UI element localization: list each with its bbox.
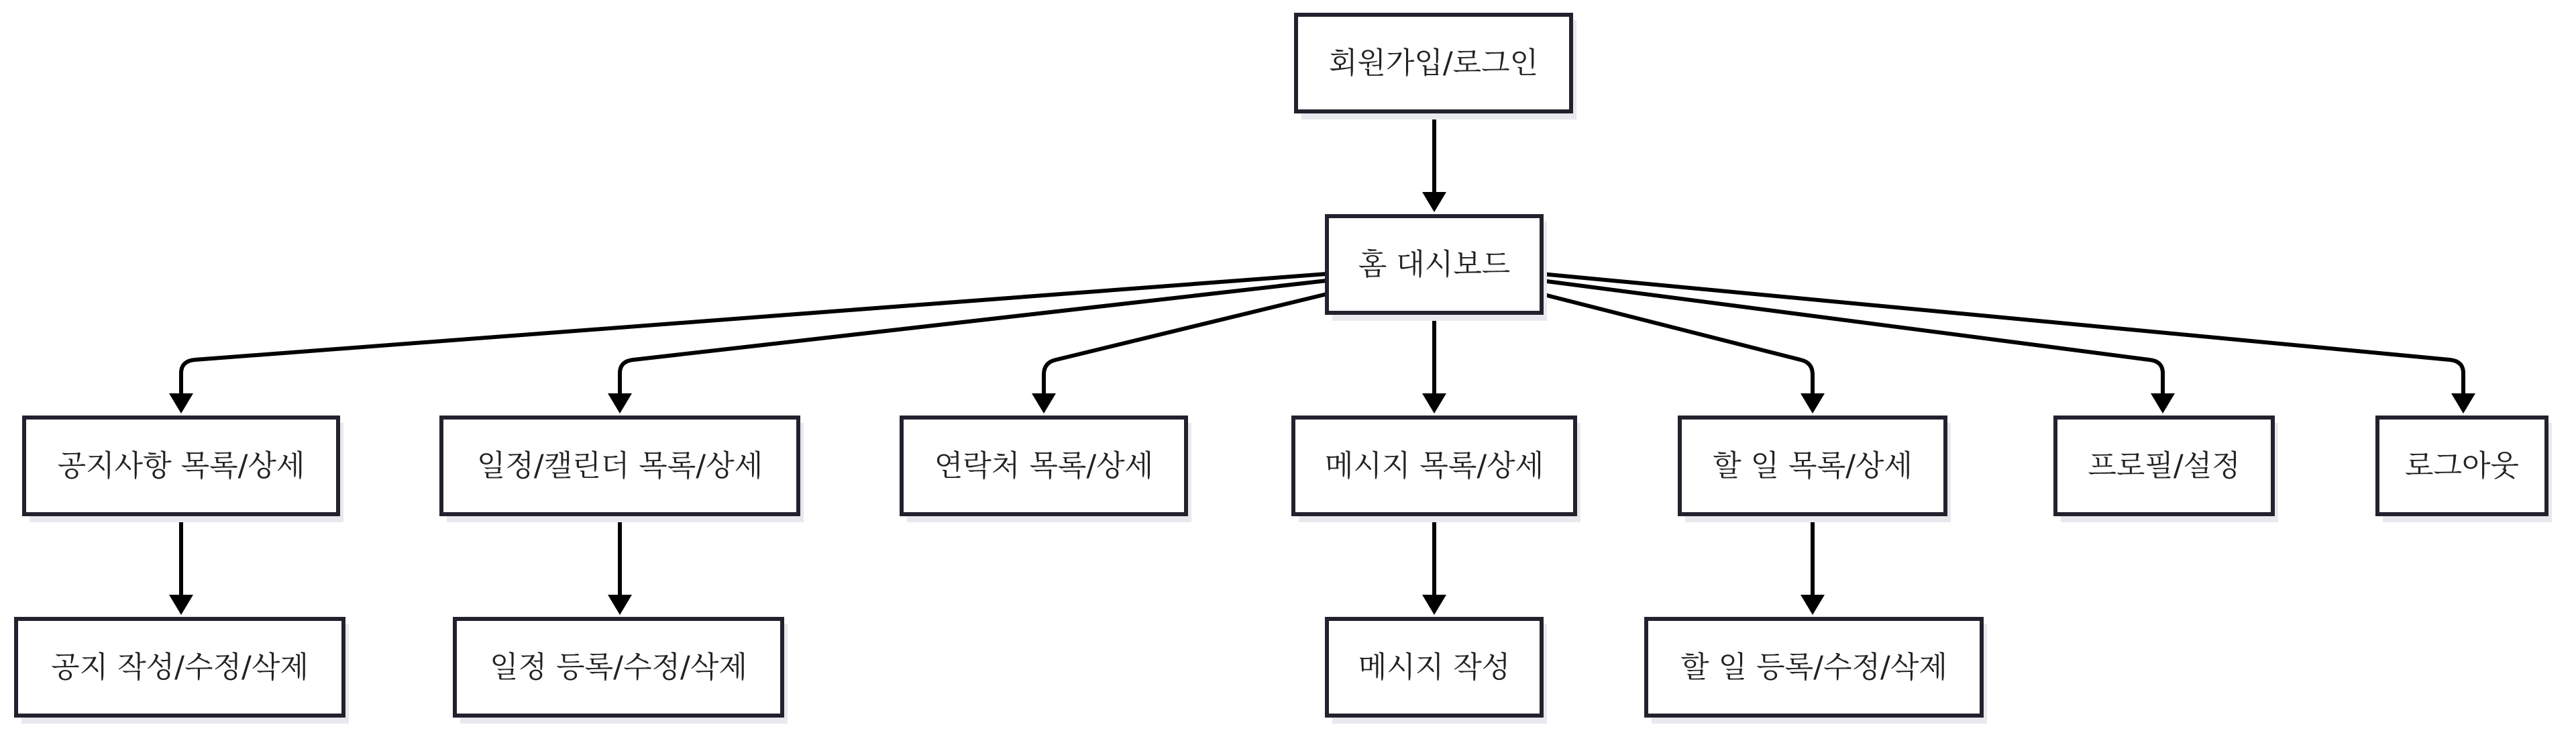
node-logout <box>2377 418 2552 522</box>
edge-home-schedule-list <box>620 281 1327 395</box>
node-profile <box>2055 418 2278 522</box>
node-schedule-list-label: 일정/캘린더 목록/상세 <box>476 448 763 483</box>
node-login-label: 회원가입/로그인 <box>1328 46 1539 81</box>
edges <box>169 111 2475 615</box>
node-todo-write <box>1646 619 1987 724</box>
node-todo-write-label: 할 일 등록/수정/삭제 <box>1680 650 1947 685</box>
node-message-list-label: 메시지 목록/상세 <box>1324 448 1544 483</box>
nodes <box>16 15 2552 724</box>
node-schedule-write <box>455 619 788 724</box>
arrowhead <box>608 595 632 615</box>
arrowhead <box>1801 393 1825 413</box>
node-home <box>1327 216 1547 321</box>
arrowhead <box>169 595 193 615</box>
node-contact-list <box>902 418 1191 522</box>
arrowhead <box>2451 393 2475 413</box>
node-contact-list-label: 연락처 목록/상세 <box>934 448 1154 483</box>
node-logout-label: 로그아웃 <box>2404 448 2520 483</box>
node-login <box>1296 15 1576 119</box>
node-todo-list <box>1680 418 1951 522</box>
arrowhead <box>169 393 193 413</box>
node-profile-label: 프로필/설정 <box>2088 448 2241 483</box>
node-notice-write-label: 공지 작성/수정/삭제 <box>51 650 309 685</box>
node-notice-write <box>16 619 349 724</box>
node-message-write-label: 메시지 작성 <box>1358 650 1511 685</box>
arrowhead <box>1422 192 1446 212</box>
node-home-label: 홈 대시보드 <box>1358 247 1511 282</box>
arrowhead <box>1422 393 1446 413</box>
arrowhead <box>2151 393 2175 413</box>
node-message-list <box>1293 418 1580 522</box>
arrowhead <box>1032 393 1056 413</box>
node-schedule-write-label: 일정 등록/수정/삭제 <box>490 650 747 685</box>
arrowhead <box>608 393 632 413</box>
arrowhead <box>1422 595 1446 615</box>
node-schedule-list <box>441 418 804 522</box>
edge-home-logout <box>1542 274 2463 395</box>
node-notice-list <box>24 418 343 522</box>
edge-home-profile <box>1542 281 2163 395</box>
node-todo-list-label: 할 일 목록/상세 <box>1713 448 1913 483</box>
arrowhead <box>1801 595 1825 615</box>
node-notice-list-label: 공지사항 목록/상세 <box>57 448 305 483</box>
node-message-write <box>1327 619 1547 724</box>
